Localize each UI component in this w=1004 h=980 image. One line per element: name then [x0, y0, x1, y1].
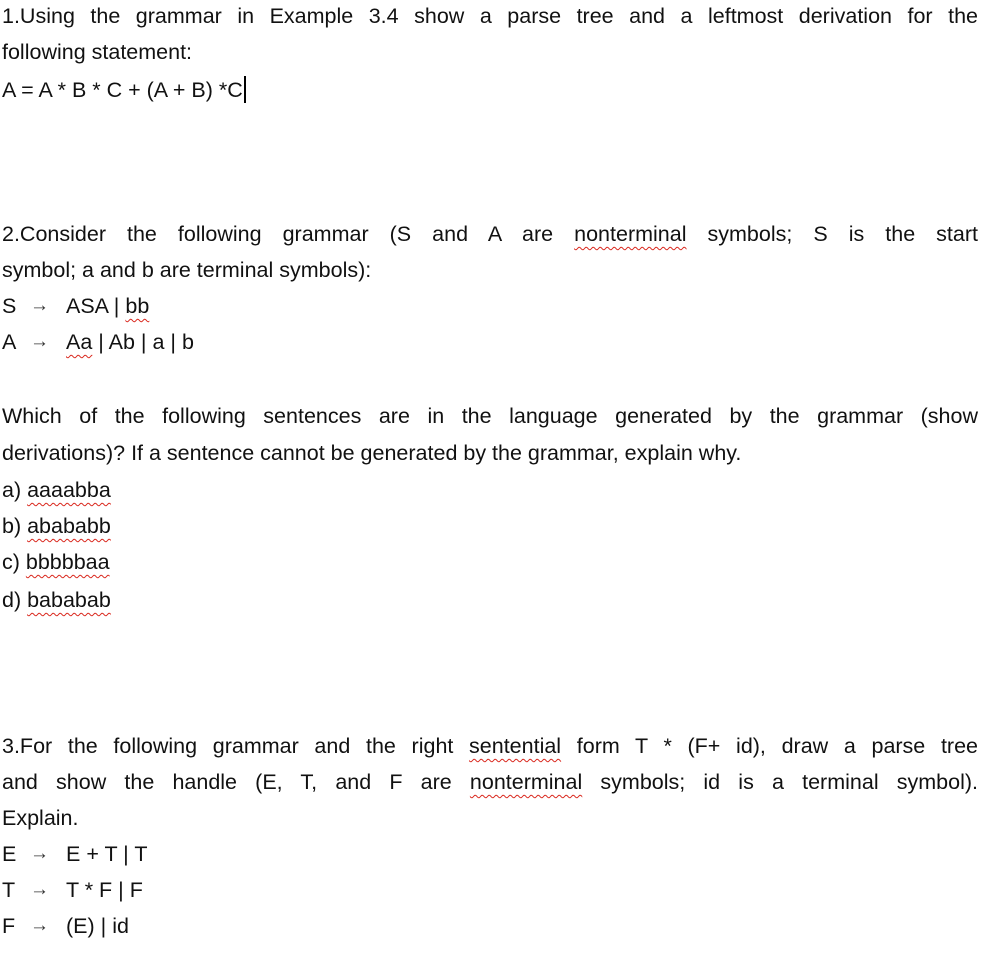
rule-rhs: Aa | Ab | a | b: [66, 330, 194, 354]
rule-rhs: E + T | T: [66, 842, 148, 866]
q2-option-a: a) aaaabba: [2, 478, 111, 502]
q3-line-1: 3.For the following grammar and the right sentential form T * (F+ id), draw a parse tree: [2, 734, 978, 758]
rule-lhs: F: [2, 914, 16, 938]
q1-statement[interactable]: [2, 76, 246, 103]
rule-lhs: E: [2, 842, 17, 866]
q3-rule-f: [0, 914, 400, 938]
q3-rule-e: [0, 842, 400, 866]
spell-error-aa: Aa: [66, 330, 93, 354]
q3-rule-t: [0, 878, 400, 902]
spell-error-nonterminal: nonterminal: [469, 770, 583, 794]
arrow-icon: →: [30, 915, 49, 936]
option-word: abababb: [27, 514, 111, 538]
spell-error-bb: bb: [125, 294, 150, 318]
spell-error-sentential: sentential: [469, 734, 562, 758]
rule-lhs: S: [2, 294, 17, 318]
q1-line-1: 1.Using the grammar in Example 3.4 show a parse tree and a leftmost derivation for the: [2, 4, 978, 28]
q2-rule-a: [0, 330, 400, 354]
q2-option-b: b) abababb: [2, 514, 111, 538]
q3-line-2: and show the handle (E, T, and F are nonterminal symbols; id is a terminal symbol).: [2, 770, 978, 794]
q3-line-3: Explain.: [2, 806, 79, 830]
q2-which-line-2: derivations)? If a sentence cannot be generated by the grammar, explain why.: [2, 441, 742, 465]
spell-error-nonterminal: nonterminal: [574, 222, 687, 246]
q1-line-2: following statement:: [2, 40, 193, 64]
rule-lhs: A: [2, 330, 17, 354]
text-caret: [244, 76, 246, 103]
option-word: bababab: [27, 588, 111, 612]
rule-rhs: (E) | id: [66, 914, 129, 938]
option-word: aaaabba: [27, 478, 111, 502]
q2-option-c: c) bbbbbaa: [2, 550, 110, 574]
q2-line-2: symbol; a and b are terminal symbols):: [2, 258, 372, 282]
q2-option-d: d) bababab: [2, 588, 111, 612]
rule-lhs: T: [2, 878, 16, 902]
arrow-icon: →: [30, 879, 49, 900]
arrow-icon: →: [30, 843, 49, 864]
arrow-icon: →: [30, 331, 49, 352]
rule-rhs: T * F | F: [66, 878, 143, 902]
arrow-icon: →: [30, 295, 49, 316]
q2-line-1: 2.Consider the following grammar (S and A are nonterminal symbols; S is the start: [2, 222, 978, 246]
q2-rule-s: [0, 294, 400, 318]
q2-which-line-1: Which of the following sentences are in the language generated by the grammar (show: [2, 404, 978, 428]
rule-rhs: ASA | bb: [66, 294, 150, 318]
option-word: bbbbbaa: [25, 550, 110, 574]
q1-statement-text: A = A * B * C + (A + B) *C: [2, 78, 243, 102]
